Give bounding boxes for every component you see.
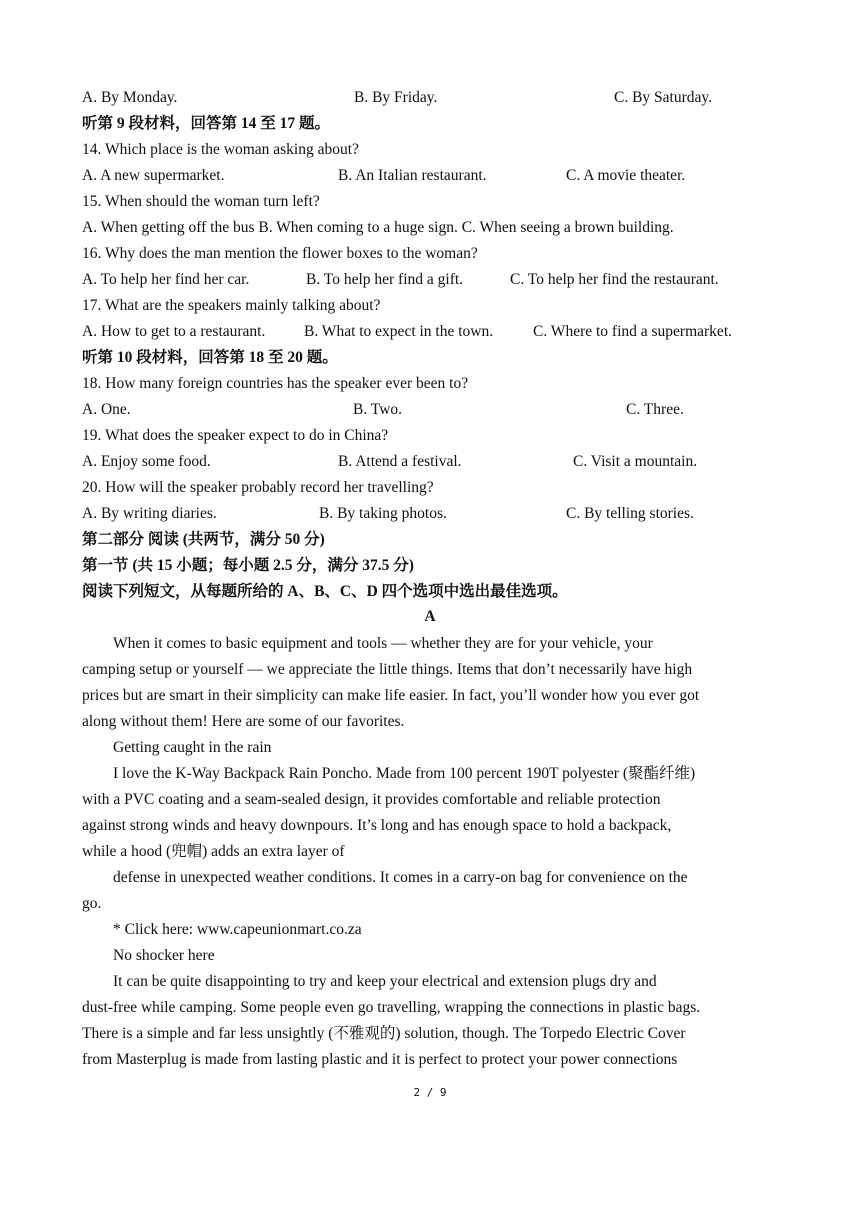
q18-option-c: C. Three. [626,401,684,418]
passage-line: It can be quite disappointing to try and keep your electrical and extension plugs dry and [113,973,657,990]
section10-heading: 听第 10 段材料，回答第 18 至 20 题。 [82,349,338,366]
passage-line: against strong winds and heavy downpours. It’s long and has enough space to hold a backpack, [82,817,672,834]
q15-stem: 15. When should the woman turn left? [82,193,320,210]
reading-instructions: 阅读下列短文，从每题所给的 A、B、C、D 四个选项中选出最佳选项。 [82,583,568,600]
passage-line: I love the K-Way Backpack Rain Poncho. Made from 100 percent 190T polyester (聚酯纤维) [113,765,696,782]
q20-option-b: B. By taking photos. [319,505,447,522]
q16-option-c: C. To help her find the restaurant. [510,271,719,288]
passage-line: camping setup or yourself — we appreciate the little things. Items that don’t necessarily have high [82,661,693,678]
q16-option-b: B. To help her find a gift. [306,271,464,288]
q19-option-a: A. Enjoy some food. [82,453,211,470]
q13-option-a: A. By Monday. [82,89,178,106]
q16-stem: 16. Why does the man mention the flower boxes to the woman? [82,245,478,262]
section9-heading: 听第 9 段材料，回答第 14 至 17 题。 [82,115,331,132]
q19-option-c: C. Visit a mountain. [573,453,698,470]
q14-option-c: C. A movie theater. [566,167,686,184]
passage-label: A [424,608,436,625]
q13-option-b: B. By Friday. [354,89,438,106]
q20-option-a: A. By writing diaries. [82,505,217,522]
passage-line: dust-free while camping. Some people even go travelling, wrapping the connections in plastic bags. [82,999,701,1016]
q18-stem: 18. How many foreign countries has the speaker ever been to? [82,375,469,392]
page-number: 2 / 9 [413,1086,447,1099]
passage-line: with a PVC coating and a seam-sealed design, it provides comfortable and reliable protection [82,791,661,808]
passage-subheading: No shocker here [113,947,215,964]
q17-option-c: C. Where to find a supermarket. [533,323,732,340]
passage-line: while a hood (兜帽) adds an extra layer of [82,843,345,860]
q20-stem: 20. How will the speaker probably record her travelling? [82,479,434,496]
q17-stem: 17. What are the speakers mainly talking about? [82,297,381,314]
passage-link: * Click here: www.capeunionmart.co.za [113,921,362,938]
q19-option-b: B. Attend a festival. [338,453,462,470]
q14-stem: 14. Which place is the woman asking about? [82,141,359,158]
q17-option-b: B. What to expect in the town. [304,323,494,340]
section1-heading: 第一节 (共 15 小题；每小题 2.5 分，满分 37.5 分) [82,557,414,574]
passage-line: go. [82,895,102,912]
q14-option-b: B. An Italian restaurant. [338,167,487,184]
q19-stem: 19. What does the speaker expect to do in China? [82,427,389,444]
q17-option-a: A. How to get to a restaurant. [82,323,266,340]
passage-line: from Masterplug is made from lasting plastic and it is perfect to protect your power connections [82,1051,678,1068]
passage-subheading: Getting caught in the rain [113,739,272,756]
passage-line: When it comes to basic equipment and tools — whether they are for your vehicle, your [113,635,653,652]
passage-line: There is a simple and far less unsightly (不雅观的) solution, though. The Torpedo Electric Cover [82,1025,686,1042]
q18-option-a: A. One. [82,401,131,418]
q15-options: A. When getting off the bus B. When coming to a huge sign. C. When seeing a brown building. [82,219,674,236]
q18-option-b: B. Two. [353,401,403,418]
q16-option-a: A. To help her find her car. [82,271,250,288]
passage-line: along without them! Here are some of our favorites. [82,713,405,730]
passage-line: prices but are smart in their simplicity can make life easier. In fact, you’ll wonder how you ever got [82,687,700,704]
part2-heading: 第二部分 阅读 (共两节，满分 50 分) [82,531,325,548]
passage-line: defense in unexpected weather conditions. It comes in a carry-on bag for convenience on the [113,869,688,886]
q20-option-c: C. By telling stories. [566,505,694,522]
q13-option-c: C. By Saturday. [614,89,713,106]
q14-option-a: A. A new supermarket. [82,167,225,184]
